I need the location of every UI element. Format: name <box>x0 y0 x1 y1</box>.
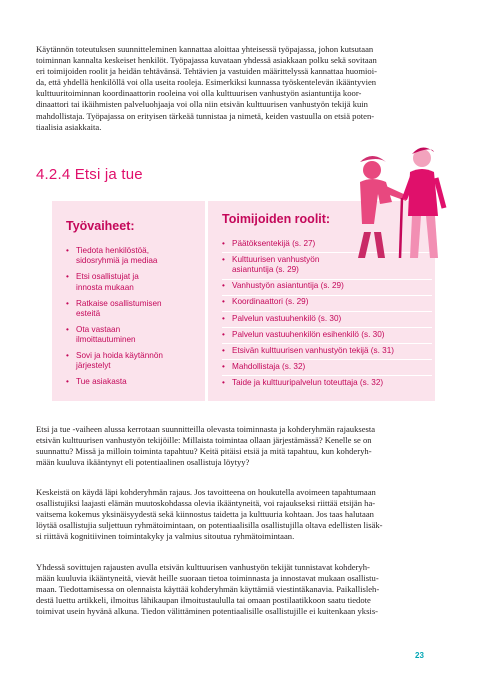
actor-role-item-text: • Kulttuurisen vanhustyön <box>232 255 320 265</box>
actor-role-item-text: asiantuntija (s. 29) <box>232 265 299 275</box>
actor-role-item-text: • Etsivän kulttuurisen vanhustyön tekijä (s. 31) <box>232 345 395 355</box>
two-people-caregiver-elderly-icon <box>338 136 458 261</box>
text-line: Keskeistä on käydä läpi kohderyhmän rajaus. Jos tavoitteena on houkutella avoimeen tapahtumaan <box>36 487 376 497</box>
actor-role-item-text: • Palvelun vastuuhenkilö (s. 30) <box>232 313 342 323</box>
work-phase-item <box>66 377 200 387</box>
text-line: mahdollistaja. Työpajassa on erityisen tärkeää tunnistaa ja nimetä, keiden vastuulla on etsiä poten- <box>36 110 375 121</box>
text-line: Etsi ja tue -vaiheen alussa kerrotaan suunnitteilla olevasta toiminnasta ja kohderyhmän rajauksesta <box>36 424 376 434</box>
text-line: tiaalisia asiakkaita. <box>36 121 102 132</box>
actor-role-item <box>222 314 432 328</box>
actor-role-item <box>222 346 432 360</box>
text-line: destä luettu artikkeli, ilmoitus lähikaupan ilmoitustaululla tai omaan postilaatikkoon saatu tiedote <box>36 595 371 606</box>
text-line: mään kuuluvia ikääntyneitä, vievät heille suoraan tietoa toiminnasta ja innostavat mukaan osallistu- <box>36 573 379 584</box>
work-phase-item-text: • Ota vastaan <box>76 324 121 334</box>
text-line: si riittävä kognitiivinen toimintakyky ja valmius sitoutua ryhmätoimintaan. <box>36 531 295 542</box>
body-paragraph-2 <box>36 424 444 468</box>
actor-role-item <box>222 378 432 391</box>
actor-role-item-text: • Koordinaattori (s. 29) <box>232 297 309 307</box>
text-line: mään kuuluva ikääntynyt eli potentiaalinen osallistuja löytyy? <box>36 457 250 468</box>
actor-role-item <box>222 362 432 376</box>
text-line: maan. Tiedottamisessa on olennaista käyttää kohderyhmän käyttämiä viestintäkanavia. Paikallisleh- <box>36 584 380 595</box>
work-phases-title: Työvaiheet: <box>66 219 135 233</box>
work-phase-item-text: esteitä <box>76 308 101 318</box>
actor-roles-title: Toimijoiden roolit: <box>222 212 331 226</box>
body-paragraph-4 <box>36 562 444 617</box>
text-line: dinaattori tai ikäihmisten palveluohjaaja voi olla niin etsivän kulttuurisen vanhustyön tekijä kuin <box>36 99 368 110</box>
work-phase-item <box>66 325 200 345</box>
work-phase-item-text: sidosryhmiä ja mediaa <box>76 256 158 266</box>
work-phase-item-text: • Ratkaise osallistumisen <box>76 298 162 308</box>
work-phases-list <box>66 246 200 394</box>
work-phase-item-text: • Etsi osallistujat ja <box>76 272 139 282</box>
actor-role-item-text: • Vanhustyön asiantuntija (s. 29) <box>232 281 344 291</box>
work-phase-item <box>66 272 200 292</box>
actor-role-item <box>222 281 432 295</box>
actor-role-item-text: • Mahdollistaja (s. 32) <box>232 361 306 371</box>
actor-role-item <box>222 330 432 344</box>
text-line: toiminnan kannalta keskeiset henkilöt. Työpajassa kuvataan yhdessä asiakkaan polku sekä sovitaan <box>36 55 377 66</box>
actor-role-item-text: • Taide ja kulttuuripalvelun toteuttaja (s. 32) <box>232 377 384 387</box>
text-line: kulttuuritoiminnan koordinaattorin rooleina voi olla kulttuurisen vanhustyön asiantuntija koor- <box>36 88 362 99</box>
work-phase-item <box>66 299 200 319</box>
actor-role-item <box>222 297 432 311</box>
actor-role-item-text: • Palvelun vastuuhenkilön esihenkilö (s. 30) <box>232 329 385 339</box>
page-number: 23 <box>415 651 424 660</box>
text-line: eri toimijoiden roolit ja heidän tehtävänsä. Tehtävien ja vastuiden määrittelyssä kannattaa huomioi- <box>36 66 377 77</box>
work-phase-item-text: • Tiedota henkilöstöä, <box>76 246 149 255</box>
text-line: osallistujiksi laajasti elämän muutoskohdassa olevia ikääntyneitä, voi rajaukseksi riittää etsijän ha- <box>36 498 376 509</box>
work-phases-box <box>52 201 205 401</box>
body-paragraph-3 <box>36 487 444 542</box>
actor-role-item-text: • Päätöksentekijä (s. 27) <box>232 239 316 248</box>
text-line: toimivat usein hyvänä alkuna. Tiedon välittäminen potentiaalisille osallistujille ei kuitenkaan yksis- <box>36 606 379 617</box>
text-line: suunnattu? Missä ja milloin toiminta tapahtuu? Keitä pitäisi etsiä ja mitä tapahtuu, kun kohderyh- <box>36 446 372 457</box>
intro-paragraph <box>36 44 444 133</box>
work-phase-item-text: • Sovi ja hoida käytännön <box>76 351 163 361</box>
section-heading: 4.2.4 Etsi ja tue <box>36 166 143 183</box>
work-phase-item-text: järjestelyt <box>76 361 111 371</box>
work-phase-item <box>66 351 200 371</box>
work-phase-item <box>66 246 200 266</box>
work-phase-item-text: innosta mukaan <box>76 282 134 292</box>
text-line: löytää osallistujia suljettuun ryhmätoimintaan, on potentiaalisilla osallistujilla oltava edellisten lisäk- <box>36 520 383 531</box>
text-line: etsivän kulttuurisen vanhustyön tekijöille: Millaista toimintaa ollaan järjestämässä? Kenelle se on <box>36 435 372 446</box>
work-phase-item-text: ilmoittautuminen <box>76 335 136 345</box>
actor-roles-list <box>222 239 432 393</box>
work-phase-item-text: • Tue asiakasta <box>76 377 127 387</box>
text-line: vaitsema kokemus yksinäisyydestä sekä kiinnostus taidetta ja kulttuuria kohtaan. Jos taas halutaan <box>36 509 374 520</box>
text-line: Käytännön toteutuksen suunnitteleminen kannattaa aloittaa yhteisessä työpajassa, johon kutsutaan <box>36 44 374 54</box>
text-line: da, että yhdellä henkilöllä voi olla useita rooleja. Esimerkiksi kunnassa työskentelevän ikääntyvien <box>36 77 377 88</box>
text-line: Yhdessä sovittujen rajausten avulla etsivän kulttuurisen vanhustyön tekijät tunnistavat kohderyh- <box>36 562 370 572</box>
